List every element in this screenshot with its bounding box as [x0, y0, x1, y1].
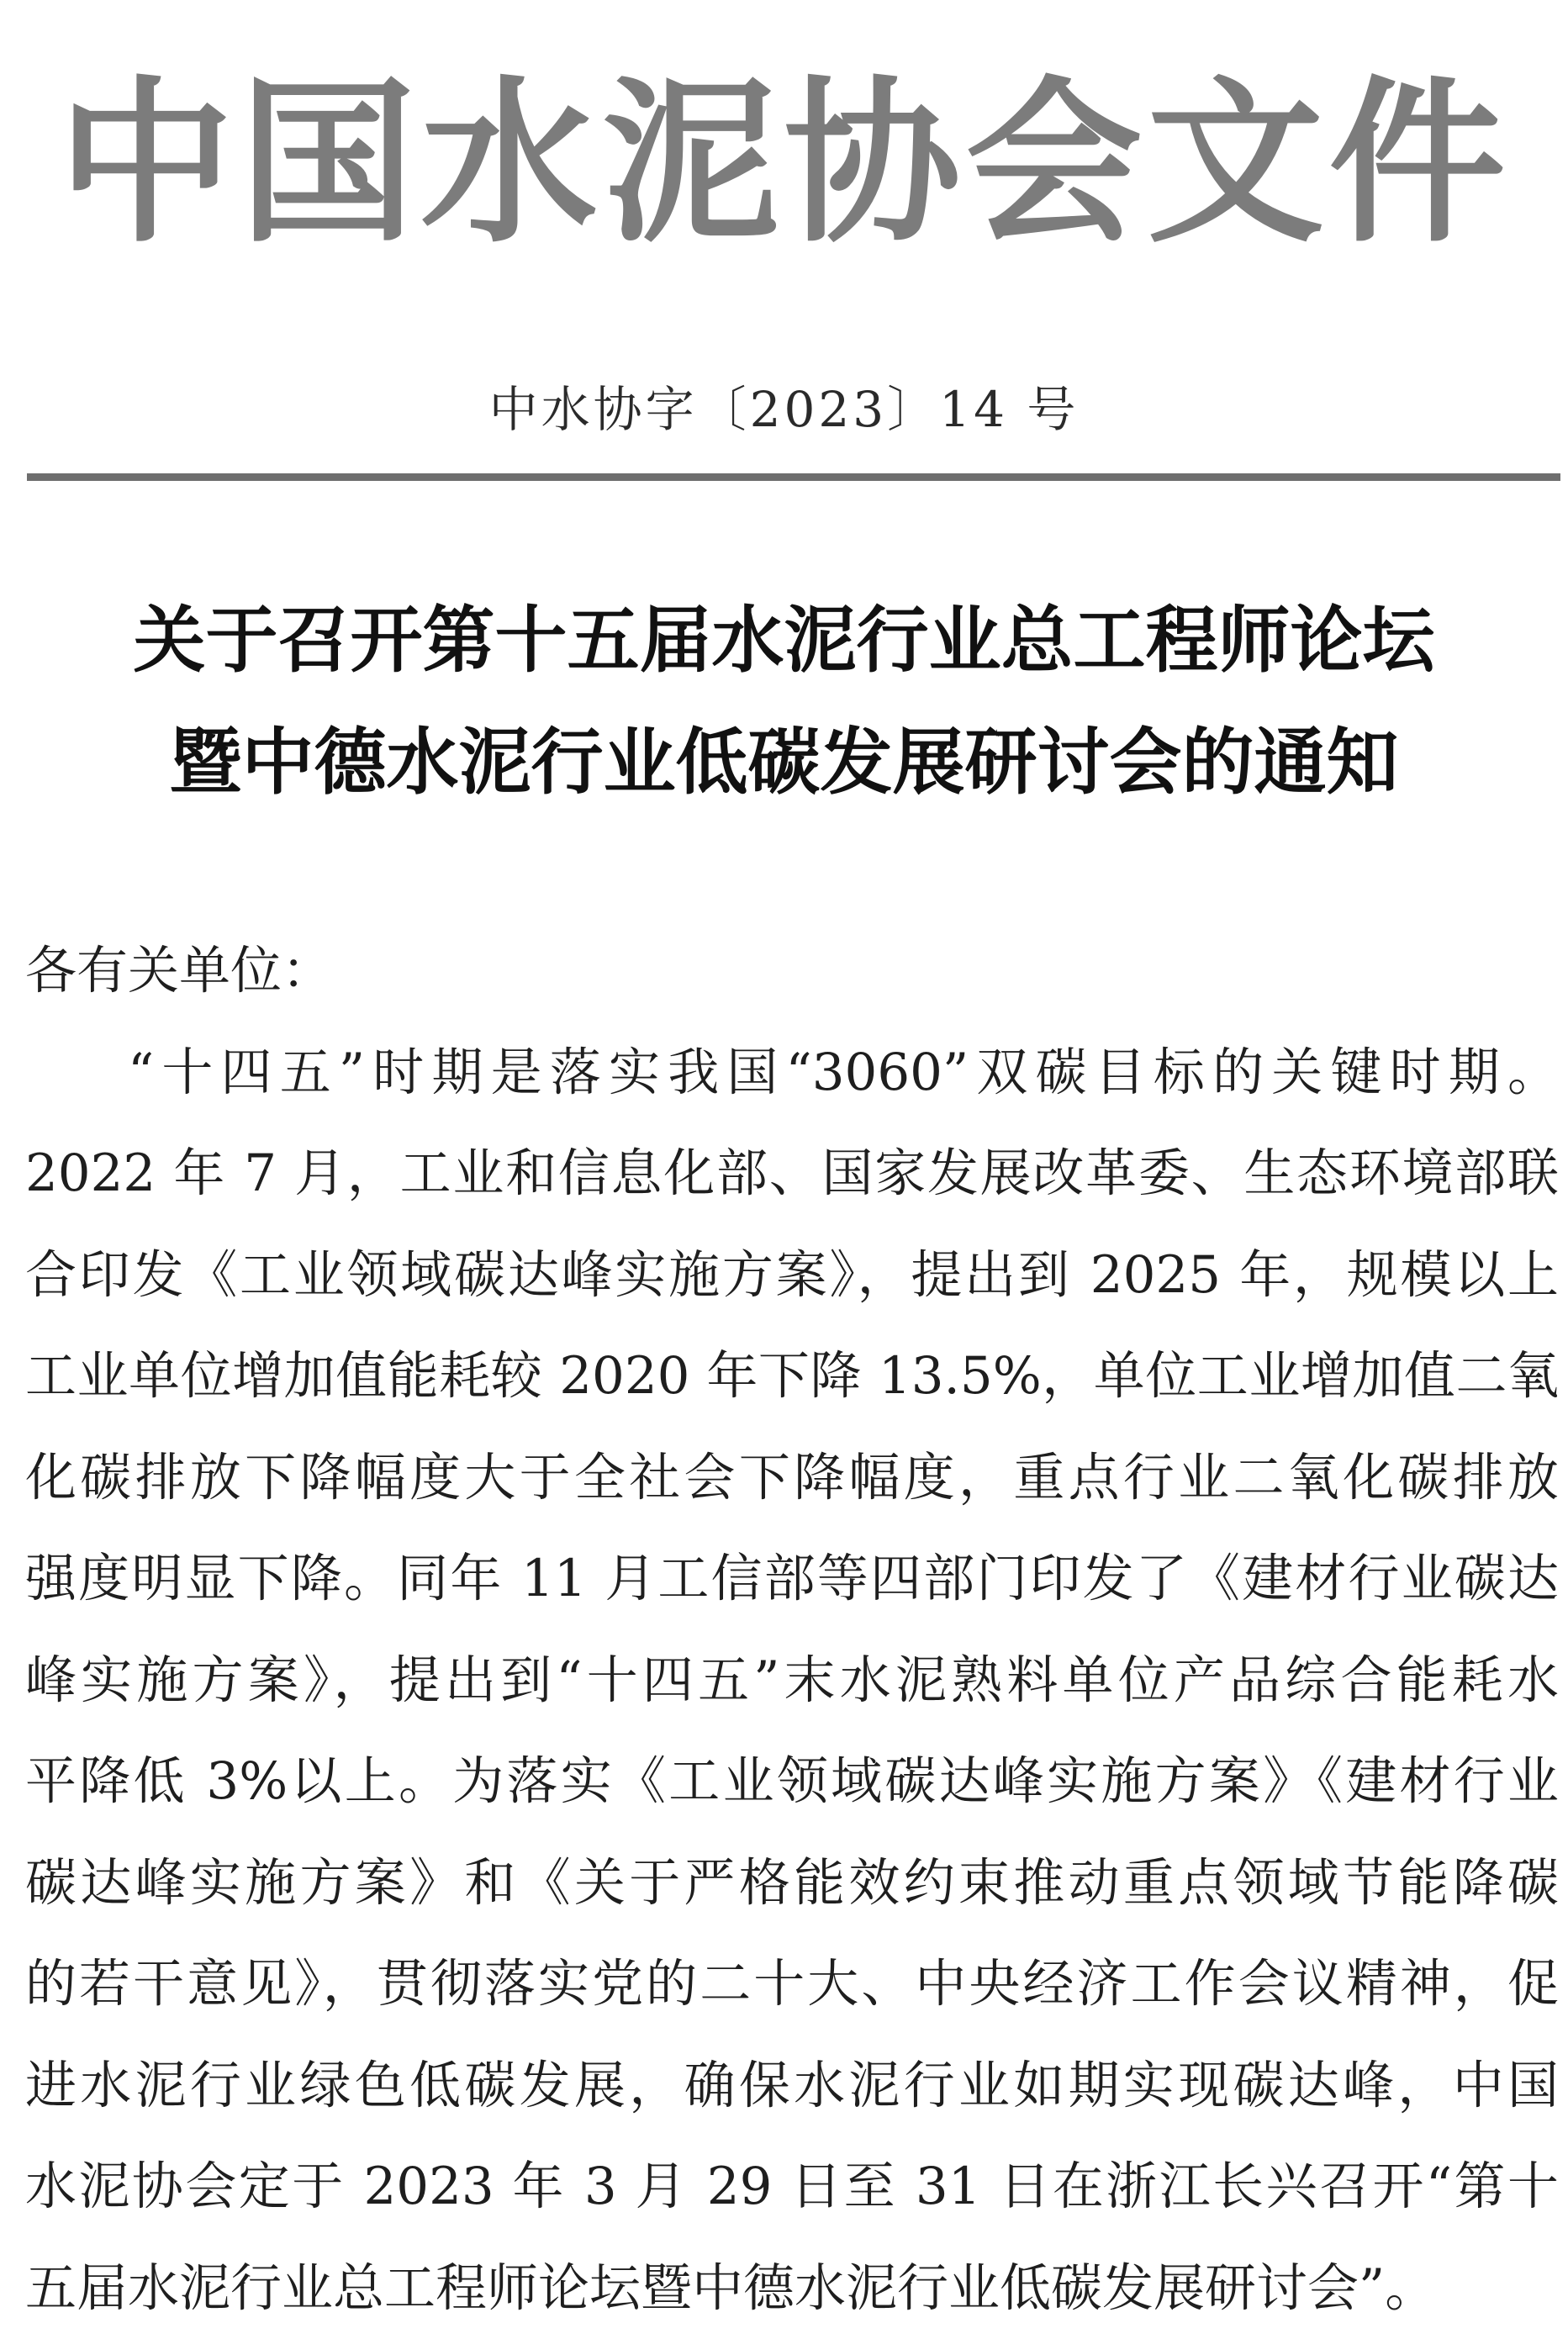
document-title: [0, 580, 1568, 824]
body-line: 工业单位增加值能耗较 2020 年下降 13.5%，单位工业增加值二氧: [25, 1326, 1559, 1428]
masthead-title: 中国水泥协会文件: [0, 63, 1568, 265]
document-number: 中水协字〔2023〕14 号: [0, 380, 1568, 439]
header-divider: [27, 473, 1560, 481]
body-line: 平降低 3%以上。为落实《工业领域碳达峰实施方案》《建材行业: [25, 1731, 1559, 1833]
title-line-1: 关于召开第十五届水泥行业总工程师论坛: [0, 580, 1568, 702]
body-line: “十四五”时期是落实我国“3060”双碳目标的关键时期。: [25, 1022, 1559, 1124]
body-line: 五届水泥行业总工程师论坛暨中德水泥行业低碳发展研讨会”。: [25, 2238, 1559, 2339]
title-line-2: 暨中德水泥行业低碳发展研讨会的通知: [0, 702, 1568, 824]
body-line: 水泥协会定于 2023 年 3 月 29 日至 31 日在浙江长兴召开“第十: [25, 2136, 1559, 2238]
body-line: 碳达峰实施方案》和《关于严格能效约束推动重点领域节能降碳: [25, 1833, 1559, 1935]
document-body: [25, 921, 1559, 2339]
body-line: 进水泥行业绿色低碳发展，确保水泥行业如期实现碳达峰，中国: [25, 2035, 1559, 2137]
body-line: 强度明显下降。同年 11 月工信部等四部门印发了《建材行业碳达: [25, 1529, 1559, 1630]
body-line: 化碳排放下降幅度大于全社会下降幅度，重点行业二氧化碳排放: [25, 1428, 1559, 1529]
salutation: 各有关单位：: [25, 921, 1559, 1022]
body-line: 合印发《工业领域碳达峰实施方案》，提出到 2025 年，规模以上: [25, 1225, 1559, 1327]
body-line: 峰实施方案》，提出到“十四五”末水泥熟料单位产品综合能耗水: [25, 1630, 1559, 1732]
body-line: 2022 年 7 月，工业和信息化部、国家发展改革委、生态环境部联: [25, 1123, 1559, 1225]
body-line: 的若干意见》，贯彻落实党的二十大、中央经济工作会议精神，促: [25, 1934, 1559, 2035]
